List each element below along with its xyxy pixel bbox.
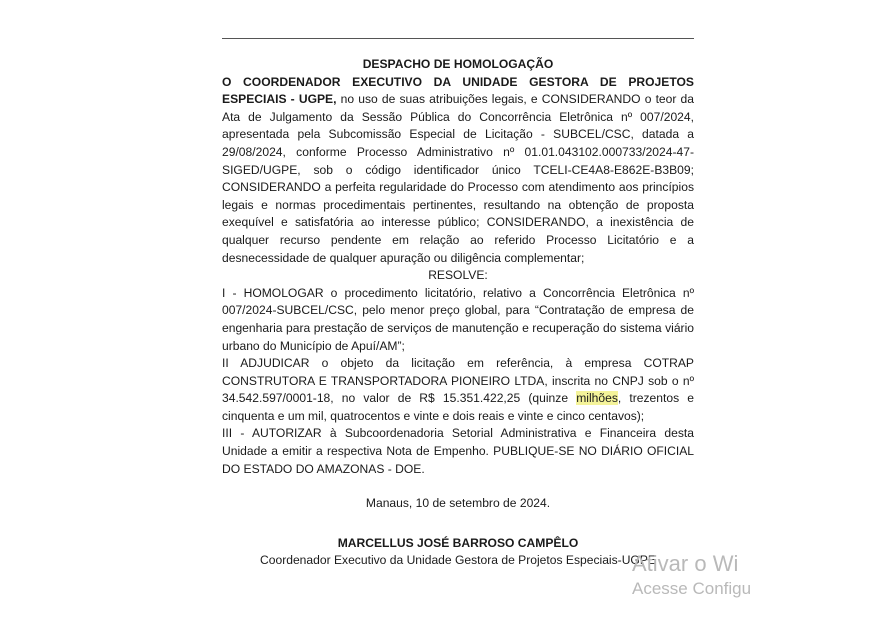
- item-2-paragraph: [222, 355, 694, 425]
- item-1-paragraph: I - HOMOLOGAR o procedimento licitatório, relativo a Concorrência Eletrônica nº 007/2024-SUBCEL/CSC, pelo menor preço global, para “Contratação de empresa de engenharia para prestação de serviços de manutenção e recuperação do sistema viário urbano do Município de Apuí/AM”;: [222, 285, 694, 353]
- document-title: DESPACHO DE HOMOLOGAÇÃO: [362, 57, 554, 71]
- activation-watermark: [632, 550, 752, 629]
- top-divider: [222, 38, 694, 39]
- watermark-line-1: Ativar o Wi: [632, 551, 739, 576]
- date-line: Manaus, 10 de setembro de 2024.: [365, 496, 551, 511]
- document-page: [222, 38, 694, 570]
- intro-paragraph: [222, 74, 694, 268]
- item-2-text-before: II ADJUDICAR o objeto da licitação em referência, à empresa COTRAP CONSTRUTORA E TRANSPORTADORA PIONEIRO LTDA, inscrita no CNPJ sob o nº 34.542.597/0001-18, no valor de R$ 15.351.422,25 (quinze: [222, 356, 694, 406]
- intro-bold-text: O COORDENADOR EXECUTIVO DA UNIDADE GESTORA DE PROJETOS ESPECIAIS - UGPE,: [222, 74, 694, 107]
- highlighted-word: milhões: [576, 391, 618, 406]
- item-3-paragraph: III - AUTORIZAR à Subcoordenadoria Setorial Administrativa e Financeira desta Unidade a emitir a respectiva Nota de Empenho. PUBLIQUE-SE NO DIÁRIO OFICIAL DO ESTADO DO AMAZONAS - DOE.: [222, 426, 694, 476]
- signer-role: Coordenador Executivo da Unidade Gestora de Projetos Especiais-UGPE: [260, 553, 656, 568]
- item-2-text-after: , trezentos e cinquenta e um mil, quatrocentos e vinte e dois reais e vinte e cinco centavos);: [222, 391, 695, 423]
- signer-name: MARCELLUS JOSÉ BARROSO CAMPÊLO: [337, 535, 579, 550]
- watermark-line-2: Acesse Configu: [632, 579, 752, 598]
- resolve-heading: RESOLVE:: [428, 268, 488, 283]
- intro-text: no uso de suas atribuições legais, e CONSIDERANDO o teor da Ata de Julgamento da Sessão Pública do Concorrência Eletrônica nº 007/2024, apresentada pela Subcomissão Especial de Licitação - SUBCEL/CSC, datada a 29/08/2024, conforme Processo Administrativo nº 01.01.043102.000733/2024-47-SIGED/UGPE, sob o código identificador único TCELI-CE4A8-E862E-B3B09; CONSIDERANDO a perfeita regularidade do Processo com atendimento aos princípios legais e normas procedimentais pertinentes, resultando na obtenção de proposta exequível e satisfatória ao interesse público; CONSIDERANDO, a inexistência de qualquer recurso pendente em relação ao referido Processo Licitatório e a desnecessidade de qualquer apuração ou diligência complementar;: [222, 92, 695, 265]
